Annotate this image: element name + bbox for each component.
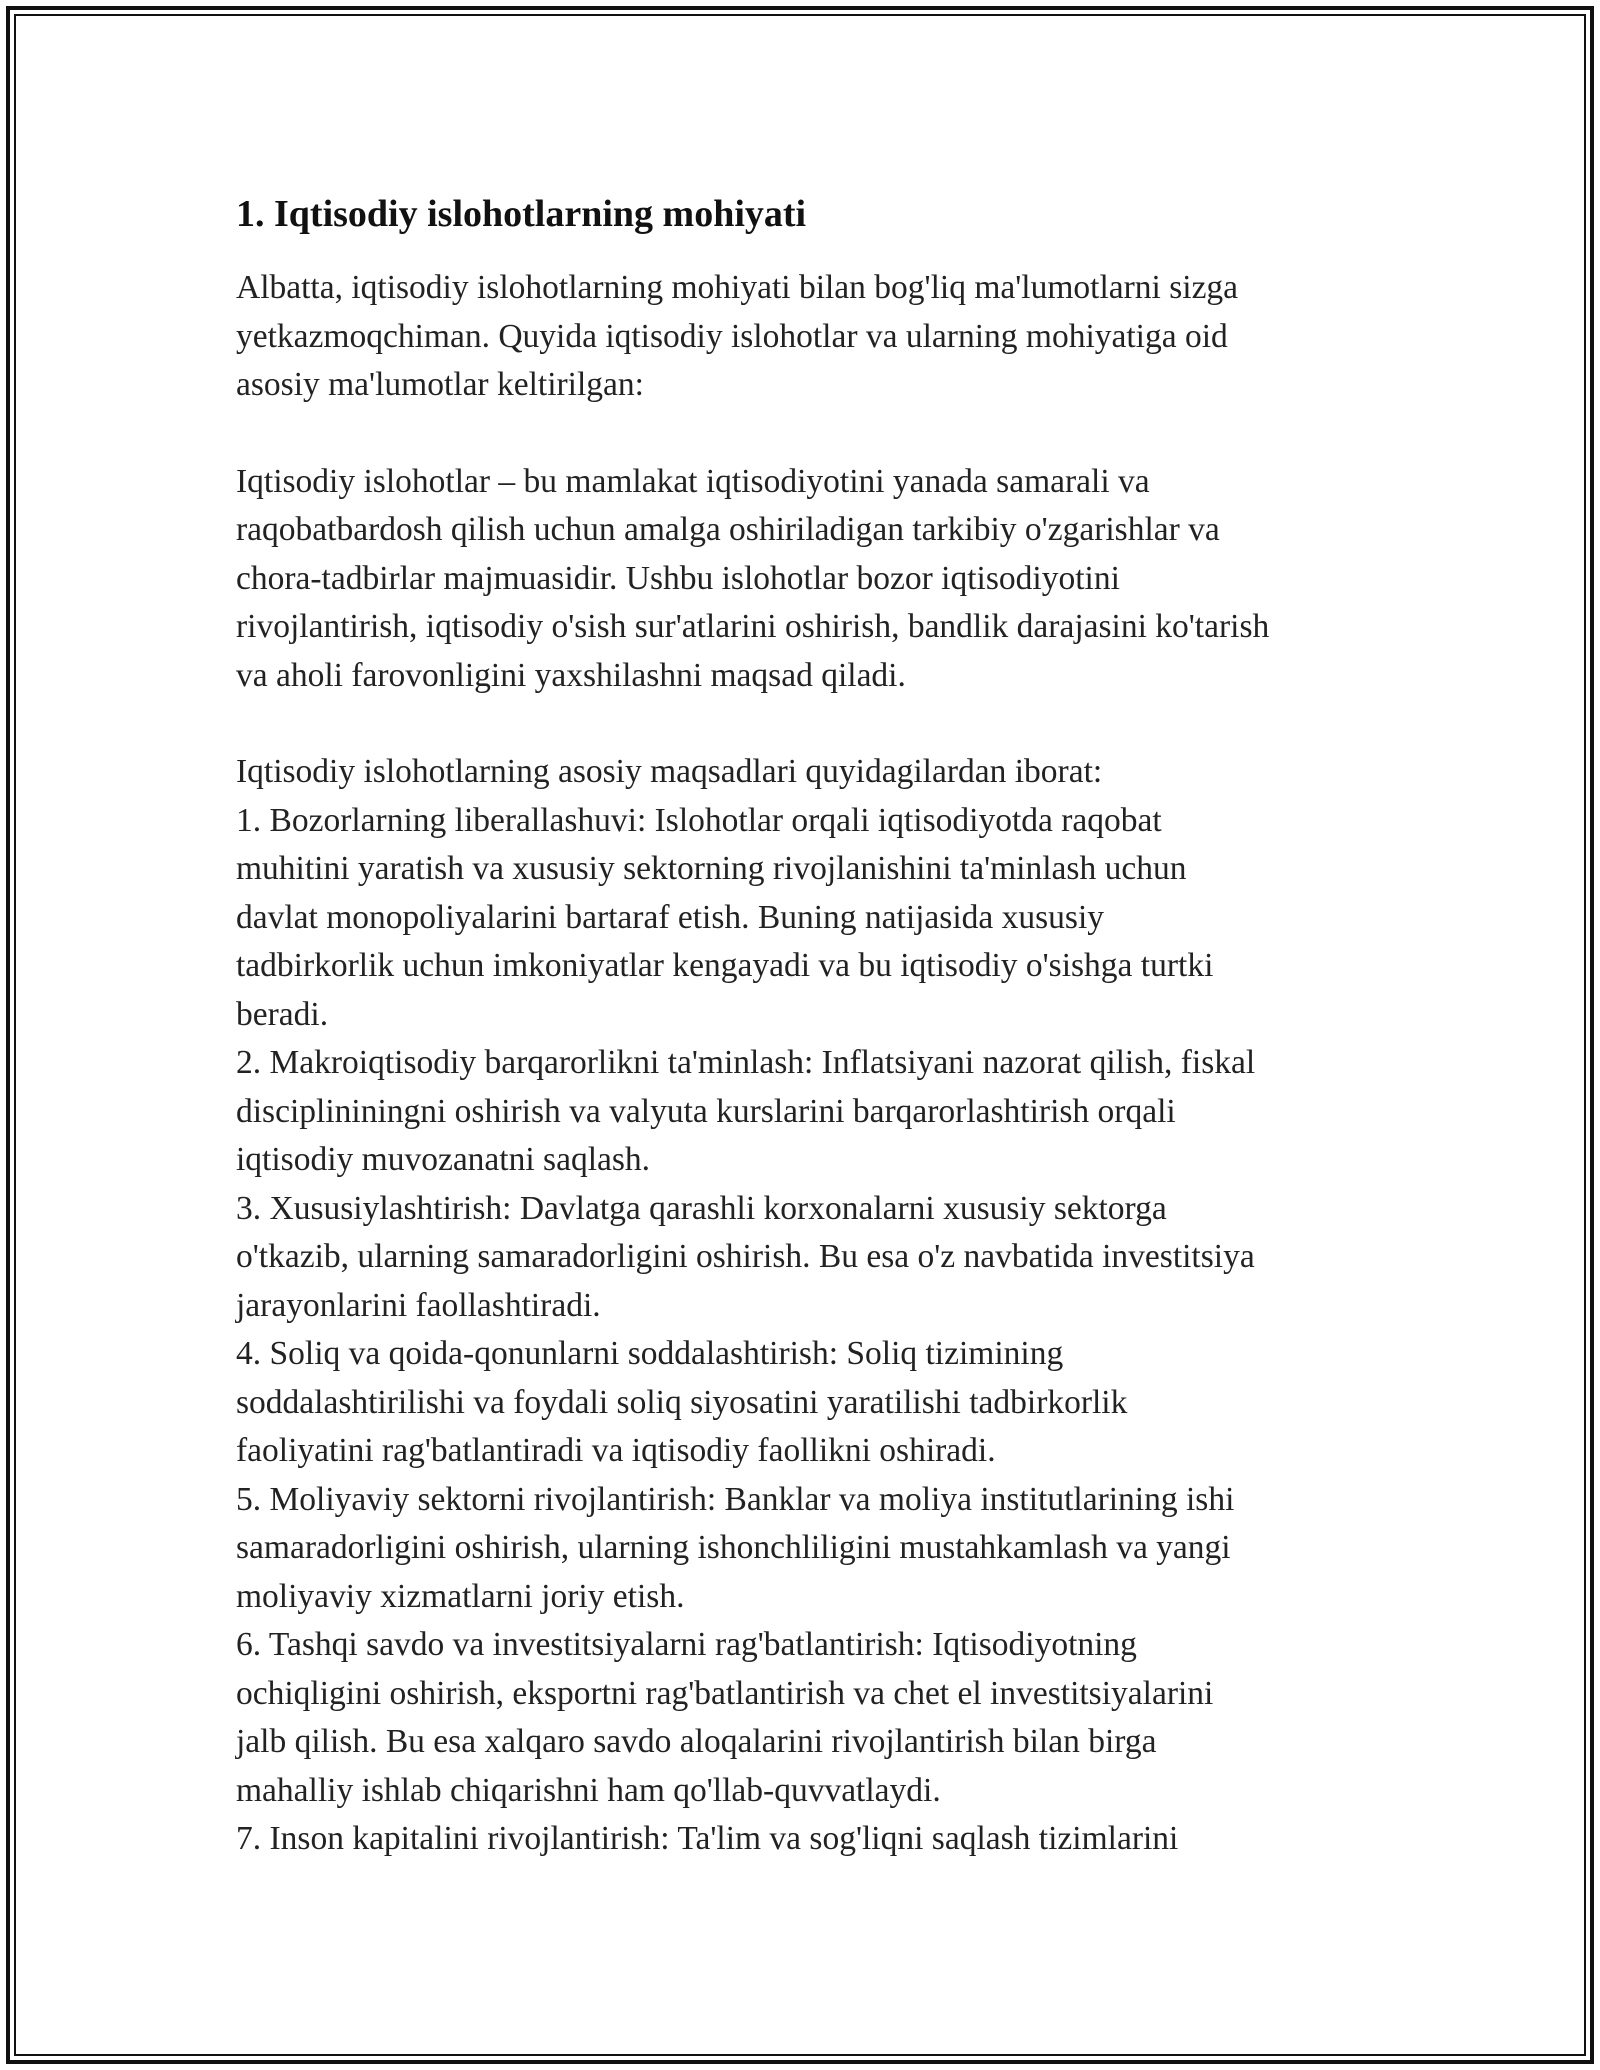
text-line: va aholi farovonligini yaxshilashni maqsad qiladi. bbox=[236, 656, 906, 694]
text-line: raqobatbardosh qilish uchun amalga oshiriladigan tarkibiy o'zgarishlar va bbox=[236, 511, 1220, 548]
paragraph-gap bbox=[236, 700, 1376, 748]
list-item-line: 1. Bozorlarning liberallashuvi: Islohotlar orqali iqtisodiyotda raqobat bbox=[236, 801, 1162, 839]
list-item-line: jarayonlarini faollashtiradi. bbox=[236, 1286, 601, 1324]
list-item-line: 3. Xususiylashtirish: Davlatga qarashli korxonalarni xususiy sektorga bbox=[236, 1189, 1167, 1227]
paragraph-gap bbox=[236, 410, 1376, 458]
section-heading: 1. Iqtisodiy islohotlarning mohiyati bbox=[236, 193, 807, 235]
list-item-line: jalb qilish. Bu esa xalqaro savdo aloqalarini rivojlantirish bilan birga bbox=[236, 1723, 1157, 1760]
list-item-line: moliyaviy xizmatlarni joriy etish. bbox=[236, 1577, 685, 1615]
list-item-line: beradi. bbox=[236, 995, 329, 1033]
list-item-line: iqtisodiy muvozanatni saqlash. bbox=[236, 1141, 651, 1178]
list-item-line: muhitini yaratish va xususiy sektorning rivojlanishini ta'minlash uchun bbox=[236, 850, 1187, 887]
text-line: Albatta, iqtisodiy islohotlarning mohiyati bilan bog'liq ma'lumotlarni sizga bbox=[236, 269, 1239, 306]
list-item-line: soddalashtirilishi va foydali soliq siyosatini yaratilishi tadbirkorlik bbox=[236, 1383, 1128, 1421]
goals-list bbox=[236, 748, 1376, 1864]
text-line: chora-tadbirlar majmuasidir. Ushbu islohotlar bozor iqtisodiyotini bbox=[236, 559, 1120, 597]
list-item-line: ochiqligini oshirish, eksportni rag'batlantirish va chet el investitsiyalarini bbox=[236, 1674, 1214, 1712]
document-content bbox=[236, 186, 1376, 1864]
list-intro-line: Iqtisodiy islohotlarning asosiy maqsadlari quyidagilardan iborat: bbox=[236, 753, 1103, 790]
text-line: Iqtisodiy islohotlar – bu mamlakat iqtisodiyotini yanada samarali va bbox=[236, 462, 1150, 500]
list-item-line: 2. Makroiqtisodiy barqarorlikni ta'minlash: Inflatsiyani nazorat qilish, fiskal bbox=[236, 1044, 1256, 1081]
intro-paragraph bbox=[236, 264, 1376, 410]
text-line: rivojlantirish, iqtisodiy o'sish sur'atlarini oshirish, bandlik darajasini ko'tarish bbox=[236, 608, 1270, 645]
list-item-line: faoliyatini rag'batlantiradi va iqtisodiy faollikni oshiradi. bbox=[236, 1432, 996, 1469]
list-item-line: 7. Inson kapitalini rivojlantirish: Ta'lim va sog'liqni saqlash tizimlarini bbox=[236, 1820, 1179, 1857]
list-item-line: tadbirkorlik uchun imkoniyatlar kengayadi va bu iqtisodiy o'sishga turtki bbox=[236, 947, 1214, 984]
list-item-line: 6. Tashqi savdo va investitsiyalarni rag'batlantirish: Iqtisodiyotning bbox=[236, 1626, 1137, 1663]
list-item-line: samaradorligini oshirish, ularning ishonchliligini mustahkamlash va yangi bbox=[236, 1529, 1231, 1566]
text-line: yetkazmoqchiman. Quyida iqtisodiy islohotlar va ularning mohiyatiga oid bbox=[236, 317, 1228, 355]
list-item-line: disciplininingni oshirish va valyuta kurslarini barqarorlashtirish orqali bbox=[236, 1092, 1176, 1130]
text-line: asosiy ma'lumotlar keltirilgan: bbox=[236, 366, 644, 403]
list-item-line: o'tkazib, ularning samaradorligini oshirish. Bu esa o'z navbatida investitsiya bbox=[236, 1238, 1255, 1275]
definition-paragraph bbox=[236, 458, 1376, 701]
list-item-line: 4. Soliq va qoida-qonunlarni soddalashtirish: Soliq tizimining bbox=[236, 1335, 1064, 1372]
list-item-line: mahalliy ishlab chiqarishni ham qo'llab-quvvatlaydi. bbox=[236, 1771, 941, 1809]
list-item-line: 5. Moliyaviy sektorni rivojlantirish: Banklar va moliya institutlarining ishi bbox=[236, 1480, 1235, 1518]
list-item-line: davlat monopoliyalarini bartaraf etish. Buning natijasida xususiy bbox=[236, 898, 1105, 936]
